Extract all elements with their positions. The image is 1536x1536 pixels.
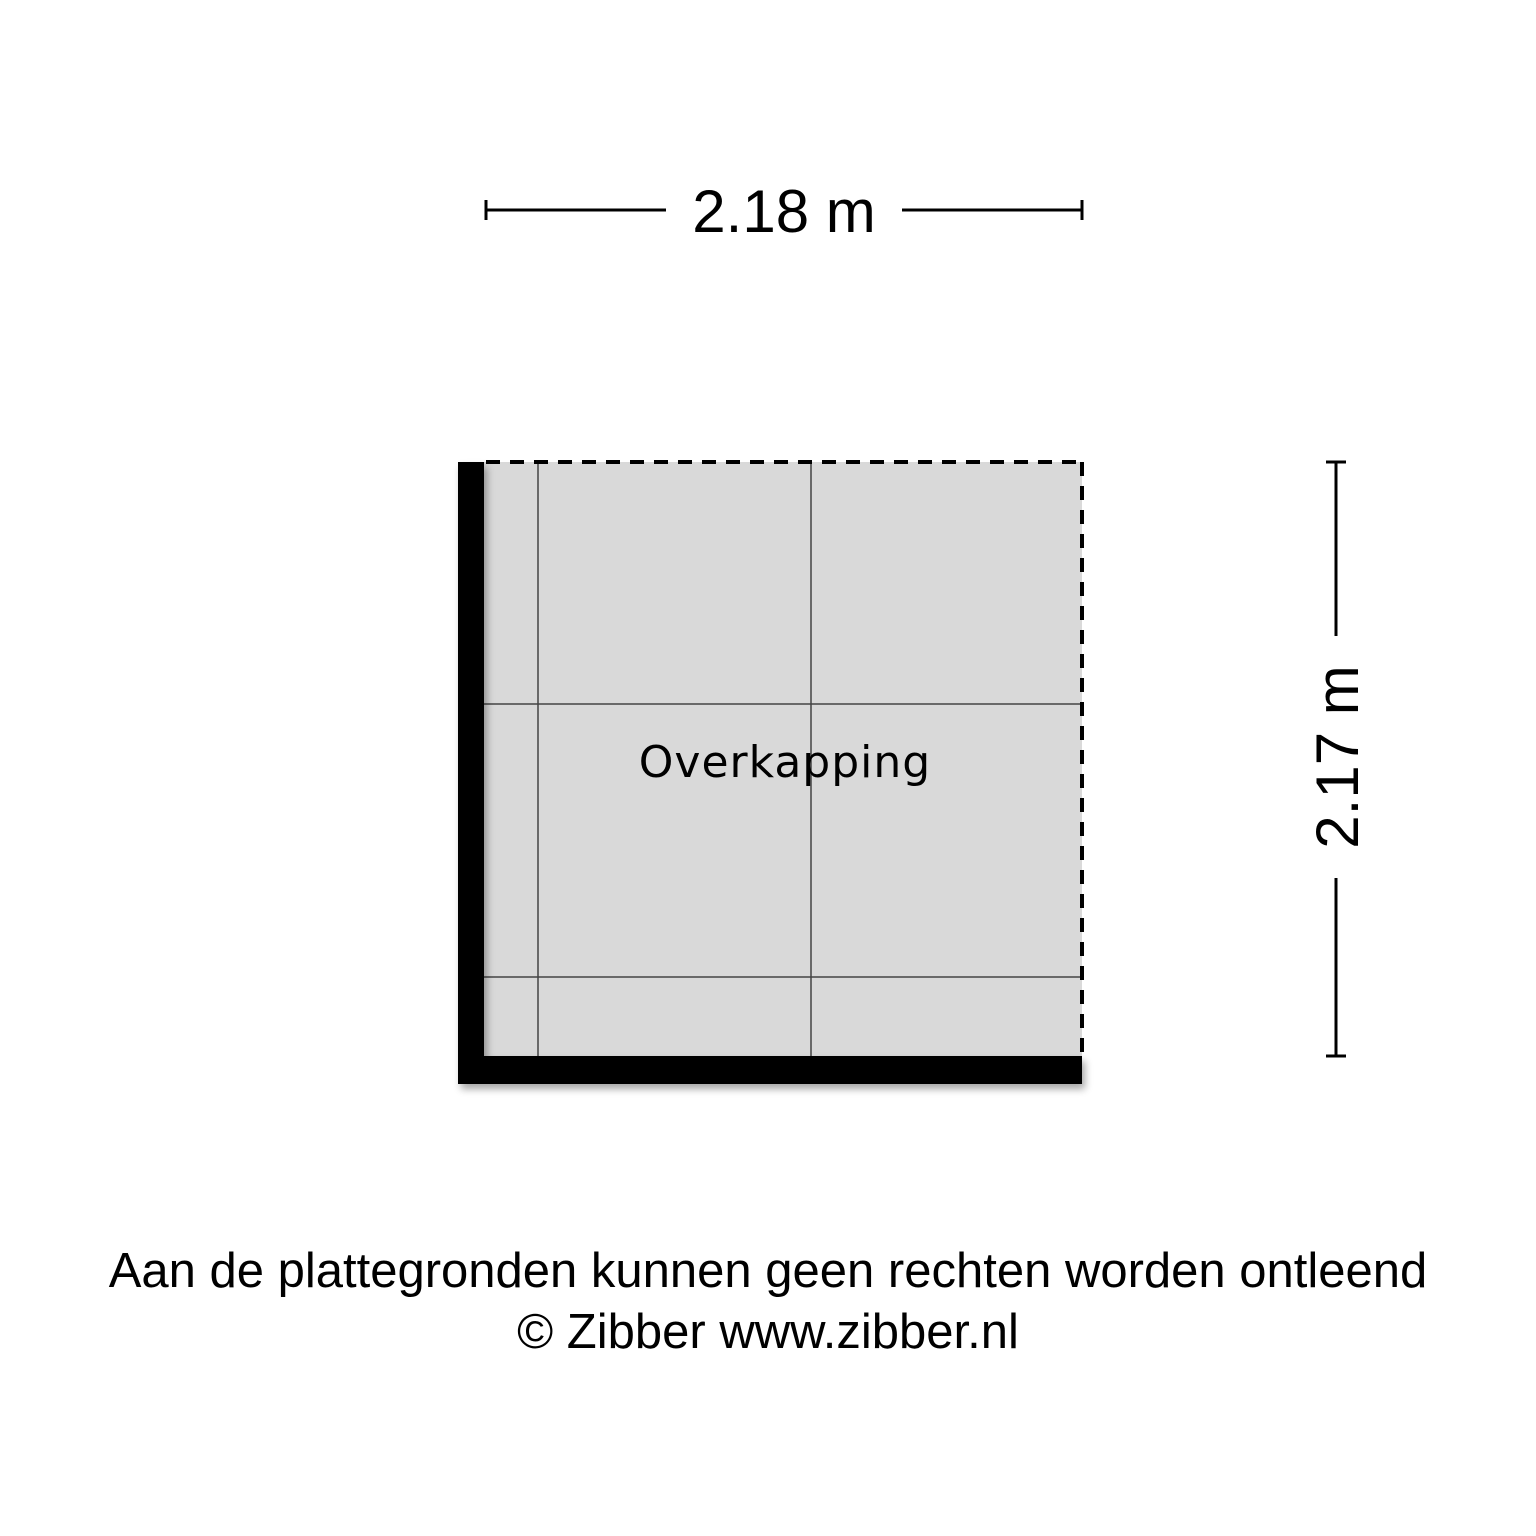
room-label: Overkapping — [638, 737, 932, 788]
width-dimension-label: 2.18 m — [692, 178, 876, 245]
copyright-text: © Zibber www.zibber.nl — [517, 1305, 1019, 1359]
wall-left — [458, 462, 484, 1084]
room-overkapping — [458, 462, 1082, 1084]
height-dimension — [1304, 462, 1371, 1056]
disclaimer-text: Aan de plattegronden kunnen geen rechten worden ontleend — [108, 1244, 1428, 1298]
footer — [109, 1244, 1428, 1359]
width-dimension — [486, 178, 1082, 245]
height-dimension-label: 2.17 m — [1304, 665, 1371, 849]
wall-bottom — [458, 1056, 1082, 1084]
